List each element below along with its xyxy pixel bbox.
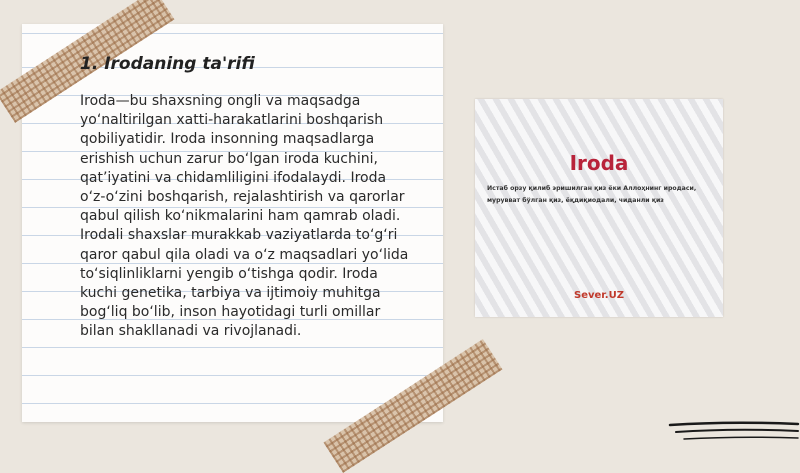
section-body-text: Iroda—bu shaxsning ongli va maqsadga yo‘naltirilgan xatti-harakatlarini boshqarish qobiliyatidir. Iroda insonning maqsadlarga erishish uchun zarur bo‘lgan iroda kuchini, qat’iyatini va chidamliligini ifodalaydi. Iroda o‘z-o‘zini boshqarish, rejalashtirish va qarorlar qabul qilish ko‘nikmalarini ham qamrab oladi. Irodali shaxslar murakkab vaziyatlarda to‘g‘ri qaror qabul qila oladi va o‘z maqsadlari yo‘lida to‘siqlinliklarni yengib o‘tishga qodir. Iroda kuchi genetika, tarbiya va ijtimoiy muhitga bog‘liq bo‘lib, inson hayotidagi turli omillar bilan shakllanadi va rivojlanadi. [80, 93, 409, 340]
iroda-image-card [475, 99, 723, 317]
section-heading: 1. Irodaning ta'rifi [80, 54, 255, 74]
card-brand-label: Sever.UZ [574, 290, 624, 301]
pen-scribble-decoration [660, 415, 800, 450]
card-description: Истаб орзу қилиб эришилган қиз ёки Аллоҳнинг иродаси, мурувват бўлган қиз, ёқдиқиодали, чиданли қиз [487, 185, 697, 204]
card-title: Iroda [569, 151, 629, 175]
